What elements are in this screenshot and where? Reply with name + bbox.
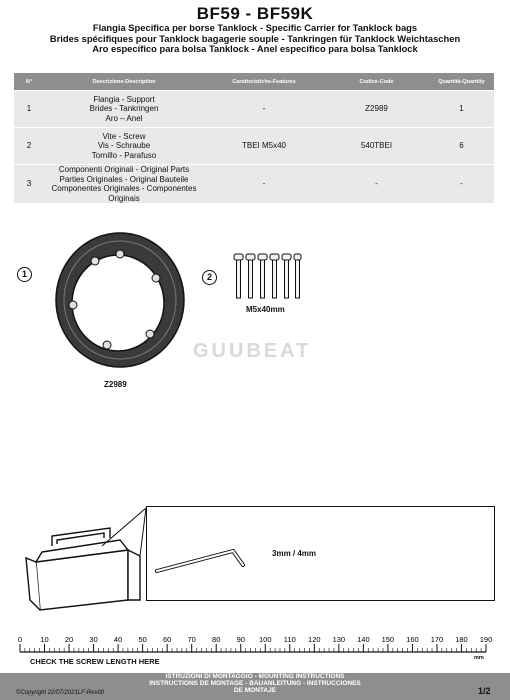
toolbox-drawing [22, 500, 162, 618]
col-header-quantity: Quantità-Quantity [429, 73, 494, 91]
ruler-label: 120 [308, 635, 321, 644]
table-row [14, 165, 494, 204]
row-quantity: 6 [429, 128, 494, 165]
ruler-label: 110 [283, 635, 296, 644]
hex-key-icon [153, 537, 253, 577]
watermark: GUUBEAT [193, 340, 312, 362]
ruler-caption: CHECK THE SCREW LENGTH HERE [30, 657, 160, 666]
part-1-badge: 1 [17, 267, 32, 282]
ruler-label: 150 [381, 635, 395, 644]
row-code: - [324, 165, 429, 204]
col-header-code: Codice-Code [324, 73, 429, 91]
subtitle-line: Brides spécifiques pour Tanklock bagagerie souple - Tankringen für Tanklock Weichtaschen [49, 32, 461, 44]
parts-table [14, 73, 494, 203]
ruler-label: 170 [430, 635, 444, 644]
row-code: Z2989 [324, 91, 429, 128]
ruler-label: 190 [479, 635, 493, 644]
copyright: ©Copyright 22/07/2021LF-Rev00 [16, 690, 105, 696]
col-header-features: Caratteristiche-Features [204, 73, 324, 91]
ruler-label: 130 [332, 635, 346, 644]
tool-callout-box [146, 506, 495, 601]
table-header-row [14, 73, 494, 91]
row-number: 3 [14, 165, 44, 204]
row-number: 2 [14, 128, 44, 165]
footer-instructions: ISTRUZIONI DI MONTAGGIO - MOUNTING INSTRUCTIONS INSTRUCTIONS DE MONTAGE - BAUANLEITUNG - INSTRUCCIONES DE MONTAJE [149, 673, 361, 694]
document-title: BF59 - BF59K [196, 4, 314, 23]
ruler-unit: mm [474, 655, 484, 661]
subtitle-line: Flangia Specifica per borse Tanklock - Specific Carrier for Tanklock bags [92, 22, 418, 33]
ruler-label: 140 [357, 635, 370, 644]
ruler-label: 0 [17, 635, 23, 644]
row-features: - [204, 165, 324, 204]
ruler-label: 100 [259, 635, 272, 644]
ruler-label: 10 [40, 635, 49, 644]
part-2-code: M5x40mm [246, 305, 285, 314]
table-row [14, 91, 494, 128]
ruler-label: 70 [187, 635, 196, 644]
row-description: Vite - Screw Vis - Schraube Tornillo - Parafuso [44, 128, 204, 165]
ruler-label: 180 [455, 635, 468, 644]
ruler-label: 80 [212, 635, 221, 644]
row-quantity: 1 [429, 91, 494, 128]
screws-drawing [222, 250, 302, 302]
document-header [0, 4, 510, 55]
row-code: 540TBEI [324, 128, 429, 165]
ruler-label: 50 [138, 635, 147, 644]
ruler-label: 20 [64, 635, 74, 644]
row-features: TBEI M5x40 [204, 128, 324, 165]
page-number: 1/2 [478, 686, 491, 696]
ruler-label: 160 [406, 635, 419, 644]
col-header-number: N° [14, 73, 44, 91]
row-quantity: - [429, 165, 494, 204]
row-description: Flangia - Support Brides - Tankringen Aro – Anel [44, 91, 204, 128]
ruler-label: 90 [236, 635, 245, 644]
tool-size-label: 3mm / 4mm [272, 549, 317, 558]
subtitle-line: Aro específico para bolsa Tanklock - Anel específico para bolsa Tanklock [92, 43, 418, 55]
part-1-code: Z2989 [104, 380, 127, 389]
row-number: 1 [14, 91, 44, 128]
row-features: - [204, 91, 324, 128]
row-description: Componenti Originali - Original Parts Parties Originales - Original Bauteile Componentes Originales - Componentes Originais [44, 165, 204, 204]
flange-ring-drawing [52, 230, 186, 372]
ruler-label: 40 [113, 635, 123, 644]
col-header-description: Descrizione-Description [44, 73, 204, 91]
ruler-label: 60 [162, 635, 172, 644]
part-2-badge: 2 [202, 270, 217, 285]
ruler-label: 30 [89, 635, 98, 644]
table-row [14, 128, 494, 165]
